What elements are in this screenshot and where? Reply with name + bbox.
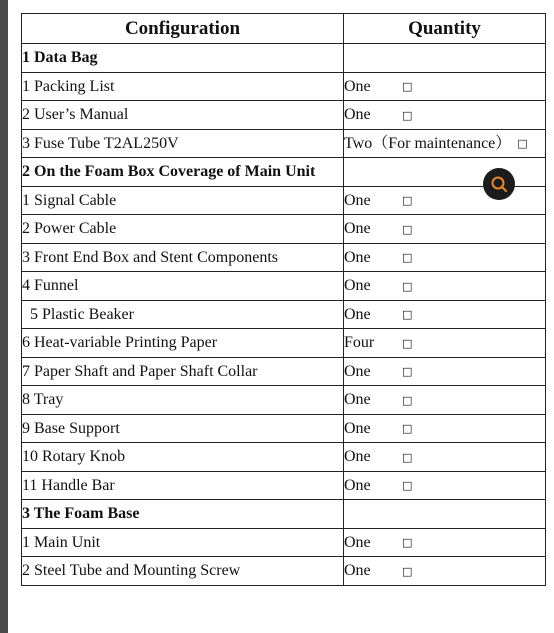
checkbox-glyph[interactable]: □ xyxy=(402,536,413,550)
quantity-value: One xyxy=(344,220,371,238)
section-row xyxy=(22,500,546,529)
quantity-cell xyxy=(344,557,546,586)
item-label: 11 Handle Bar xyxy=(22,471,344,500)
quantity-cell xyxy=(344,357,546,386)
table-row xyxy=(22,129,546,158)
quantity-value: One xyxy=(344,419,371,437)
checkbox-glyph[interactable]: □ xyxy=(402,251,413,265)
header-configuration: Configuration xyxy=(22,14,344,44)
quantity-cell xyxy=(344,414,546,443)
quantity-value: One xyxy=(344,391,371,409)
quantity-cell xyxy=(344,186,546,215)
item-label: 1 Signal Cable xyxy=(22,186,344,215)
checkbox-glyph[interactable]: □ xyxy=(402,450,413,464)
item-label: 5 Plastic Beaker xyxy=(22,300,344,329)
quantity-value: One xyxy=(344,476,371,494)
section-label: 3 The Foam Base xyxy=(22,500,344,529)
checkbox-glyph[interactable]: □ xyxy=(402,422,413,436)
quantity-cell xyxy=(344,44,546,73)
quantity-value: Two（For maintenance） xyxy=(344,134,512,152)
quantity-cell xyxy=(344,300,546,329)
quantity-cell xyxy=(344,243,546,272)
table-row xyxy=(22,557,546,586)
item-label: 8 Tray xyxy=(22,386,344,415)
quantity-value: One xyxy=(344,533,371,551)
search-icon xyxy=(490,175,508,193)
checkbox-glyph[interactable]: □ xyxy=(402,279,413,293)
checkbox-glyph[interactable]: □ xyxy=(517,137,528,151)
configuration-table xyxy=(21,13,546,586)
quantity-value: One xyxy=(344,362,371,380)
checkbox-glyph[interactable]: □ xyxy=(402,222,413,236)
quantity-value: One xyxy=(344,277,371,295)
quantity-cell xyxy=(344,500,546,529)
section-label: 1 Data Bag xyxy=(22,44,344,73)
item-label: 3 Front End Box and Stent Components xyxy=(22,243,344,272)
quantity-cell xyxy=(344,386,546,415)
table-row xyxy=(22,443,546,472)
checkbox-glyph[interactable]: □ xyxy=(402,365,413,379)
table-row xyxy=(22,101,546,130)
table-header-row xyxy=(22,14,546,44)
quantity-value: One xyxy=(344,448,371,466)
quantity-value: Four xyxy=(344,334,375,352)
checkbox-glyph[interactable]: □ xyxy=(402,564,413,578)
section-row xyxy=(22,44,546,73)
table-row xyxy=(22,386,546,415)
table-body xyxy=(22,44,546,586)
search-button[interactable] xyxy=(483,168,515,200)
table-row xyxy=(22,272,546,301)
quantity-value: One xyxy=(344,562,371,580)
checkbox-glyph[interactable]: □ xyxy=(402,80,413,94)
quantity-cell xyxy=(344,129,546,158)
table-row xyxy=(22,414,546,443)
table-row xyxy=(22,243,546,272)
item-label: 9 Base Support xyxy=(22,414,344,443)
table-row xyxy=(22,528,546,557)
quantity-cell xyxy=(344,215,546,244)
table-row xyxy=(22,72,546,101)
section-label: 2 On the Foam Box Coverage of Main Unit xyxy=(22,158,344,187)
quantity-value: One xyxy=(344,77,371,95)
quantity-cell xyxy=(344,443,546,472)
item-label: 2 User’s Manual xyxy=(22,101,344,130)
table-row xyxy=(22,329,546,358)
checkbox-glyph[interactable]: □ xyxy=(402,108,413,122)
item-label: 2 Steel Tube and Mounting Screw xyxy=(22,557,344,586)
table-row xyxy=(22,357,546,386)
section-row xyxy=(22,158,546,187)
item-label: 4 Funnel xyxy=(22,272,344,301)
left-edge-strip xyxy=(0,0,8,633)
quantity-cell xyxy=(344,158,546,187)
item-label: 3 Fuse Tube T2AL250V xyxy=(22,129,344,158)
quantity-cell xyxy=(344,72,546,101)
header-quantity: Quantity xyxy=(344,14,546,44)
checkbox-glyph[interactable]: □ xyxy=(402,393,413,407)
quantity-cell xyxy=(344,272,546,301)
item-label: 7 Paper Shaft and Paper Shaft Collar xyxy=(22,357,344,386)
quantity-value: One xyxy=(344,191,371,209)
quantity-value: One xyxy=(344,106,371,124)
item-label: 2 Power Cable xyxy=(22,215,344,244)
table-row xyxy=(22,471,546,500)
quantity-cell xyxy=(344,471,546,500)
checkbox-glyph[interactable]: □ xyxy=(402,194,413,208)
table-row xyxy=(22,186,546,215)
checkbox-glyph[interactable]: □ xyxy=(402,308,413,322)
item-label: 6 Heat-variable Printing Paper xyxy=(22,329,344,358)
checkbox-glyph[interactable]: □ xyxy=(402,479,413,493)
quantity-value: One xyxy=(344,305,371,323)
quantity-cell xyxy=(344,528,546,557)
quantity-value: One xyxy=(344,248,371,266)
table-row xyxy=(22,215,546,244)
item-label: 10 Rotary Knob xyxy=(22,443,344,472)
quantity-cell xyxy=(344,329,546,358)
table-row xyxy=(22,300,546,329)
checkbox-glyph[interactable]: □ xyxy=(402,336,413,350)
item-label: 1 Main Unit xyxy=(22,528,344,557)
quantity-cell xyxy=(344,101,546,130)
item-label: 1 Packing List xyxy=(22,72,344,101)
